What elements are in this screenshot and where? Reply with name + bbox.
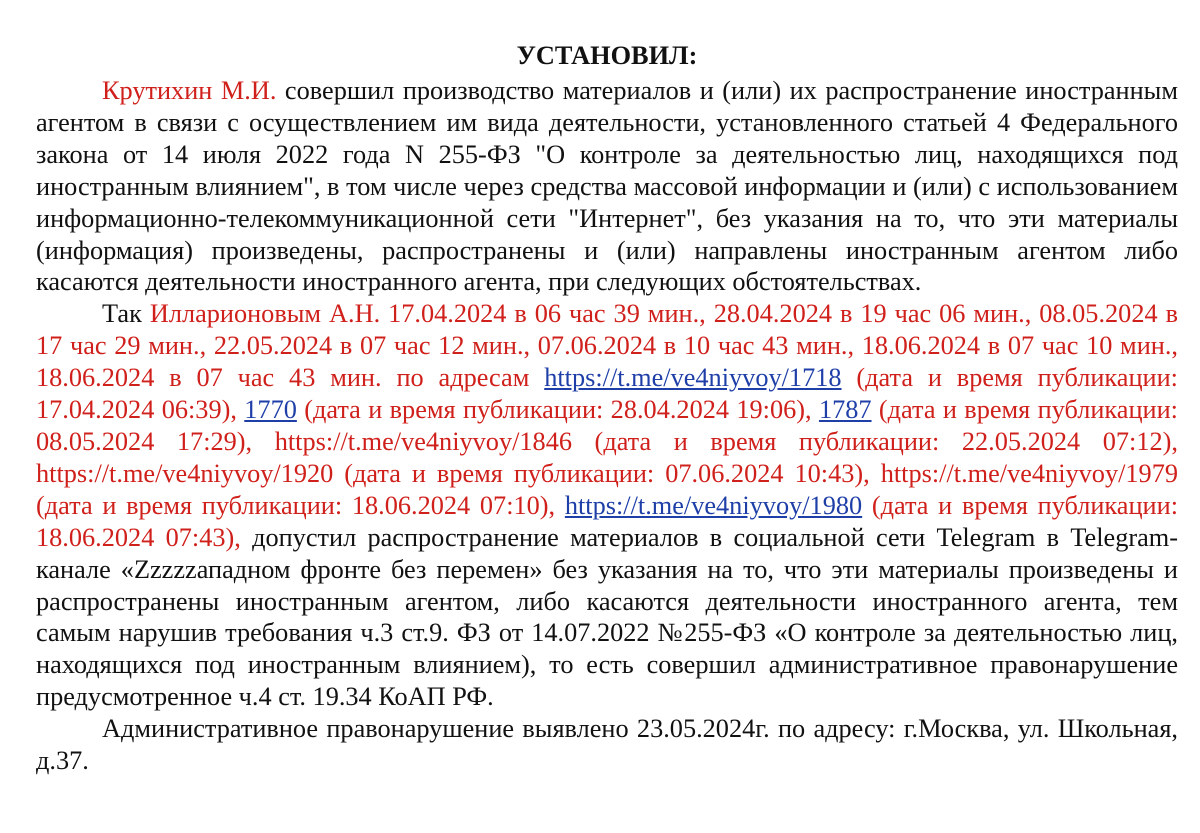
paragraph-publications <box>36 298 1178 713</box>
publication-details-2: (дата и время публикации: 17.04.2024 06:39), <box>36 363 1178 425</box>
document-heading: УСТАНОВИЛ: <box>516 41 698 70</box>
publication-details-3: (дата и время публикации: 28.04.2024 19:06), <box>296 395 819 425</box>
offender-name: Крутихин М.И. <box>102 76 277 105</box>
document-page <box>36 38 1178 777</box>
publication-details-4: (дата и время публикации: 08.05.2024 17:29), https://t.me/ve4niyvoy/1846 (дата и время публикации: 22.05.2024 07:12), https://t.me/ve4niyvoy/1920 (дата и время публикации: 07.06.2024 10:43), https://t.me/ve4niyvoy/1979 (дата и время публикации: 18.06.2024 07:10), <box>36 395 1178 520</box>
link-post-1980[interactable]: https://t.me/ve4niyvoy/1980 <box>564 490 863 520</box>
publication-details-5: (дата и время публикации: 18.06.2024 07:43), <box>36 490 1178 552</box>
link-post-1718[interactable]: https://t.me/ve4niyvoy/1718 <box>544 363 842 393</box>
paragraph-1-text: совершил производство материалов и (или) их распространение иностранным агентом в связи с осуществлением им вида деятельности, установленного статьей 4 Федерального закона от 14 июля 2022 года N 255-ФЗ "О контроле за деятельностью лиц, находящихся под иностранным влиянием", в том числе через средства массовой информации и (или) с использованием информационно-телекоммуникационной сети "Интернет", без указания на то, что эти материалы (информация) произведены, распространены и (или) направлены иностранным агентом либо касаются деятельности иностранного агента, при следующих обстоятельствах. <box>36 76 1178 297</box>
link-post-1770[interactable]: 1770 <box>244 395 297 425</box>
publication-details-1: Илларионовым А.Н. 17.04.2024 в 06 час 39 мин., 28.04.2024 в 19 час 06 мин., 08.05.2024 в 17 час 29 мин., 22.05.2024 в 07 час 12 мин., 07.06.2024 в 10 час 43 мин., 18.06.2024 в 07 час 10 мин., 18.06.2024 в 07 час 43 мин. по адресам <box>36 299 1178 393</box>
paragraph-2-lead: Так <box>102 299 150 329</box>
paragraph-2-text: допустил распространение материалов в социальной сети Telegram в Telegram-канале «Zzzzzападном фронте без перемен» без указания на то, что эти материалы произведены и распространены иностранным агентом, либо касаются деятельности иностранного агента, тем самым нарушив требования ч.3 ст.9. ФЗ от 14.07.2022 №255-ФЗ «О контроле за деятельностью лиц, находящихся под иностранным влиянием), то есть совершил административное правонарушение предусмотренное ч.4 ст. 19.34 КоАП РФ. <box>36 522 1178 712</box>
paragraph-violation-description <box>36 75 1178 298</box>
paragraph-detection: Административное правонарушение выявлено 23.05.2024г. по адресу: г.Москва, ул. Школьная, д.37. <box>36 714 1178 776</box>
link-post-1787[interactable]: 1787 <box>818 395 872 425</box>
